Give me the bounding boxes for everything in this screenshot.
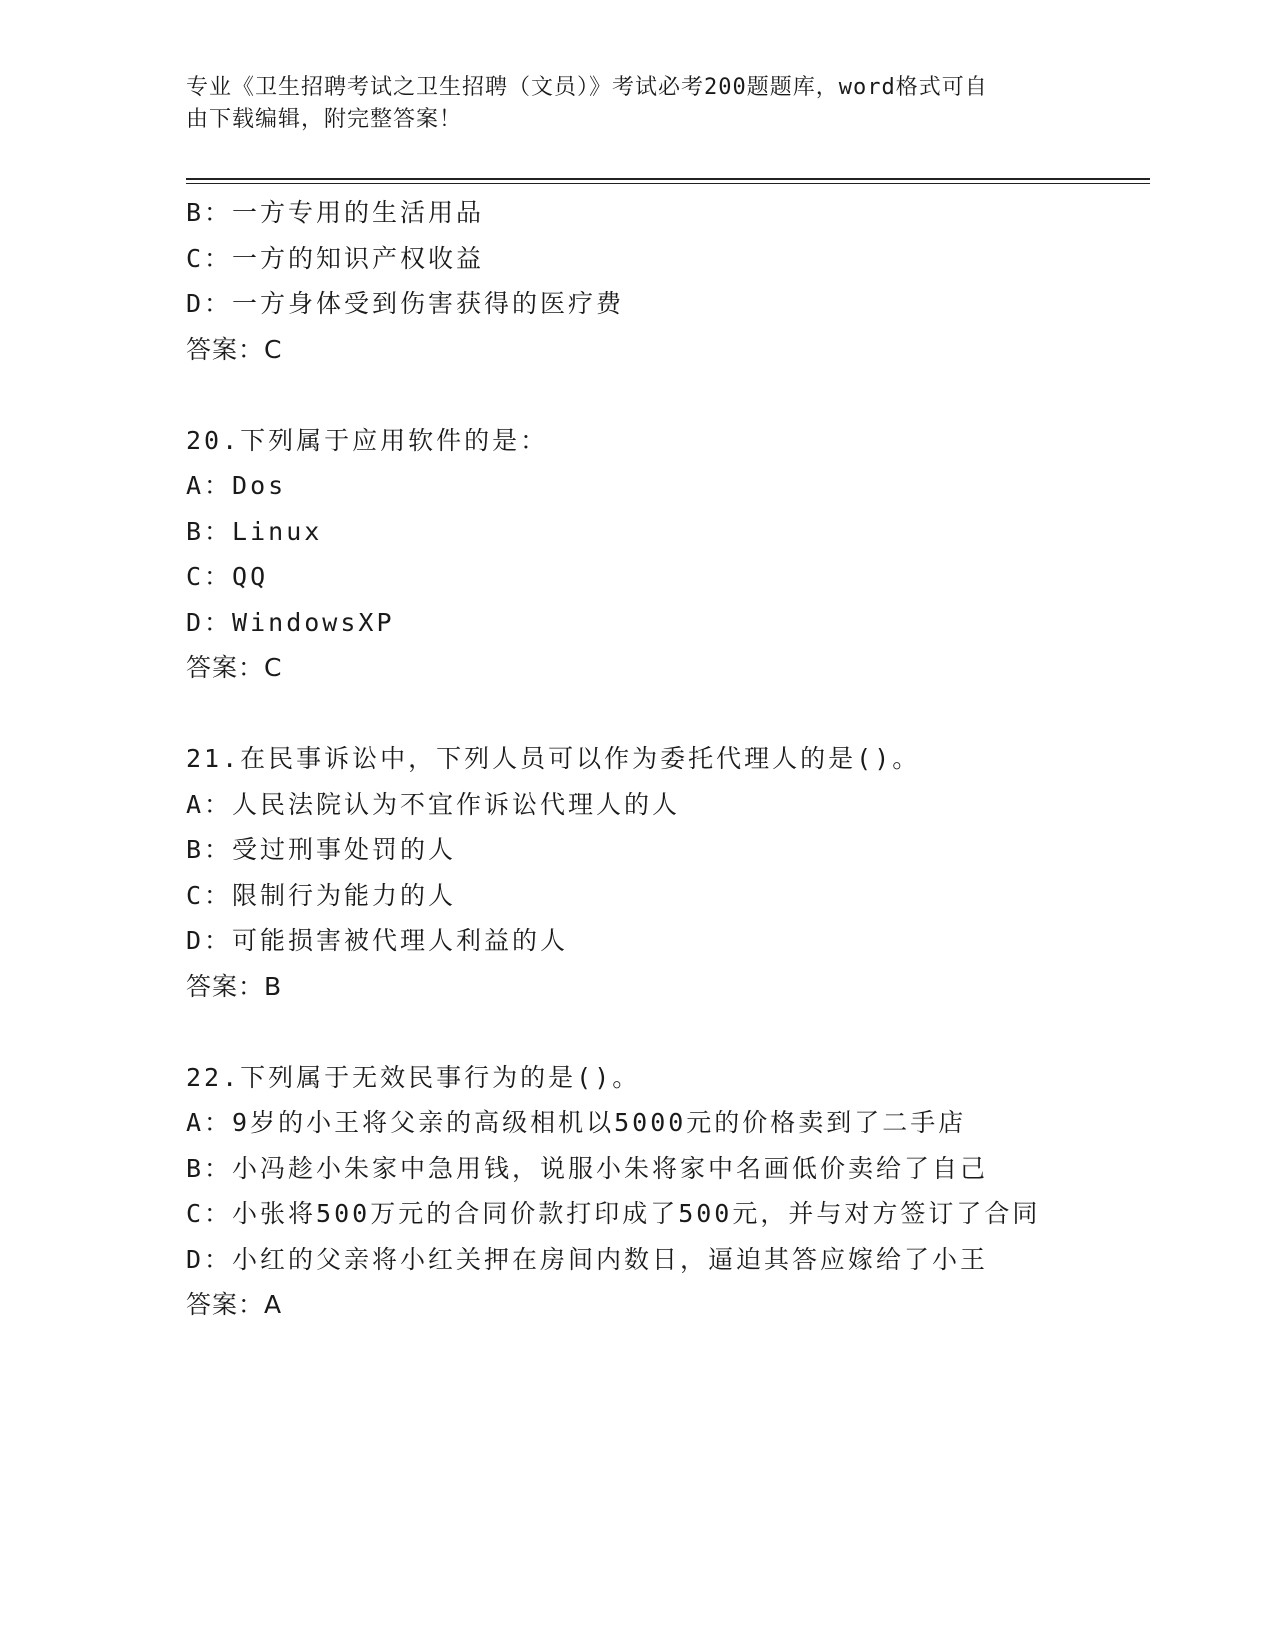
answer-line: 答案：B	[186, 971, 283, 1001]
option-c: C：一方的知识产权收益	[186, 243, 485, 273]
header-divider-thick	[186, 178, 1150, 180]
option-d: D：小红的父亲将小红关押在房间内数日，逼迫其答应嫁给了小王	[186, 1244, 989, 1274]
option-d: D：可能损害被代理人利益的人	[186, 926, 569, 955]
option-c: C：QQ	[186, 562, 269, 591]
question-list	[186, 190, 1146, 1328]
option-b: B：受过刑事处罚的人	[186, 835, 457, 864]
question-stem: 20.下列属于应用软件的是：	[186, 425, 549, 455]
option-b: B：一方专用的生活用品	[186, 198, 485, 227]
option-d: D：一方身体受到伤害获得的医疗费	[186, 289, 625, 318]
question-stem: 22.下列属于无效民事行为的是()。	[186, 1062, 641, 1092]
answer-line: 答案：A	[186, 1290, 283, 1319]
document-header	[186, 72, 1066, 136]
question-22	[186, 1055, 1146, 1328]
option-a: A：9岁的小王将父亲的高级相机以5000元的价格卖到了二手店	[186, 1108, 967, 1137]
question-19	[186, 190, 1146, 372]
answer-line: 答案：C	[186, 334, 283, 364]
question-21	[186, 736, 1146, 1009]
option-c: C：限制行为能力的人	[186, 880, 457, 910]
option-a: A：人民法院认为不宜作诉讼代理人的人	[186, 789, 681, 819]
header-divider-thin	[186, 183, 1150, 184]
option-c: C：小张将500万元的合同价款打印成了500元，并与对方签订了合同	[186, 1199, 1041, 1228]
question-stem: 21.在民事诉讼中，下列人员可以作为委托代理人的是()。	[186, 744, 921, 773]
question-20	[186, 418, 1146, 691]
option-b: B：Linux	[186, 516, 323, 546]
header-line-2: 由下载编辑，附完整答案！	[186, 107, 463, 132]
option-b: B：小冯趁小朱家中急用钱，说服小朱将家中名画低价卖给了自己	[186, 1153, 989, 1183]
header-line-1: 专业《卫生招聘考试之卫生招聘（文员）》考试必考200题题库，word格式可自	[186, 75, 988, 100]
answer-line: 答案：C	[186, 653, 283, 682]
option-a: A：Dos	[186, 471, 287, 500]
option-d: D：WindowsXP	[186, 607, 395, 637]
